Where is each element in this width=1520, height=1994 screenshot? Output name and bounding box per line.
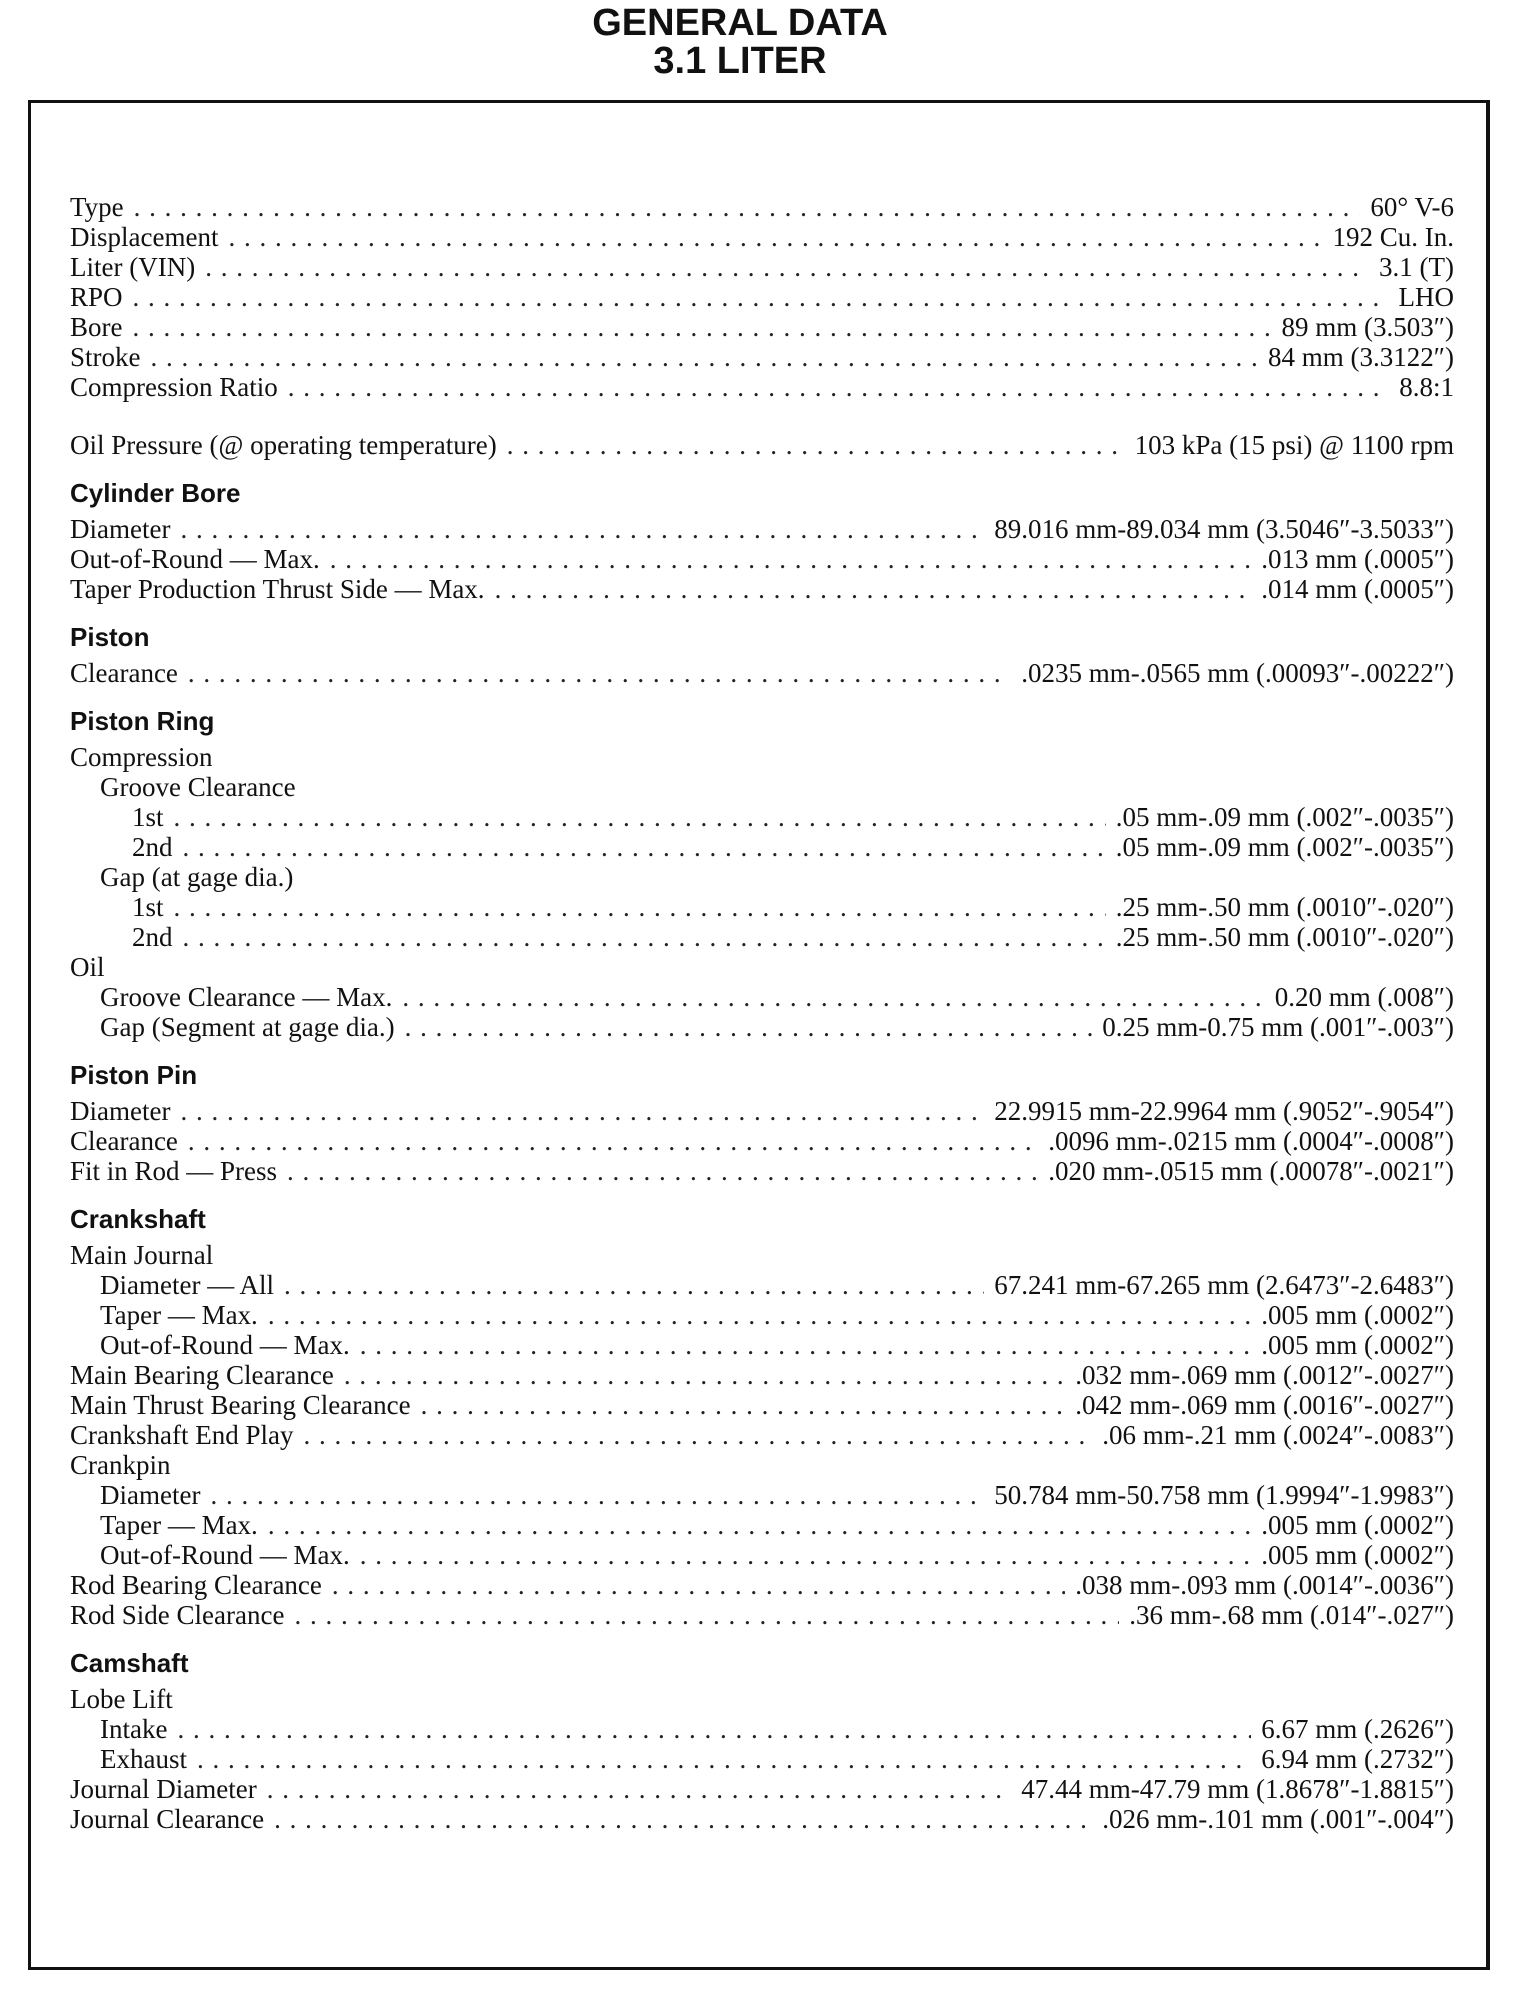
spec-row-liter: Liter (VIN) . . . 3.1 (T) [70,252,1454,282]
spec-row: 2nd . . . .25 mm-.50 mm (.0010″-.020″) [70,922,1454,952]
spec-row: Clearance . . . .0235 mm-.0565 mm (.00093″-.00222″) [70,658,1454,688]
spec-row-bore: Bore . . . 89 mm (3.503″) [70,312,1454,342]
spec-row: Journal Clearance . . . .026 mm-.101 mm (.001″-.004″) [70,1804,1454,1834]
spec-row-displacement: Displacement . . . 192 Cu. In. [70,222,1454,252]
subheading-gap: Gap (at gage dia.) [100,862,294,892]
spec-list [70,192,1454,1834]
spec-row: Rod Bearing Clearance . . . .038 mm-.093 mm (.0014″-.0036″) [70,1570,1454,1600]
section-heading-piston-ring: Piston Ring [70,706,215,736]
spec-row: Out-of-Round — Max. . . . .005 mm (.0002″) [70,1540,1454,1570]
spec-row: Main Thrust Bearing Clearance . . . .042 mm-.069 mm (.0016″-.0027″) [70,1390,1454,1420]
section-heading-camshaft: Camshaft [70,1648,189,1678]
spec-row: 1st . . . .25 mm-.50 mm (.0010″-.020″) [70,892,1454,922]
section-heading-crankshaft: Crankshaft [70,1204,206,1234]
spec-row: Gap (Segment at gage dia.) . . . 0.25 mm-0.75 mm (.001″-.003″) [70,1012,1454,1042]
spec-row: Fit in Rod — Press . . . .020 mm-.0515 mm (.00078″-.0021″) [70,1156,1454,1186]
spec-row: Diameter . . . 22.9915 mm-22.9964 mm (.9052″-.9054″) [70,1096,1454,1126]
spec-row: Exhaust . . . 6.94 mm (.2732″) [70,1744,1454,1774]
title-line-2: 3.1 LITER [653,40,827,82]
section-heading-piston: Piston [70,622,150,652]
spec-row: 2nd . . . .05 mm-.09 mm (.002″-.0035″) [70,832,1454,862]
spec-row: Taper Production Thrust Side — Max. . . . .014 mm (.0005″) [70,574,1454,604]
spec-row: Out-of-Round — Max. . . . .013 mm (.0005″) [70,544,1454,574]
spec-row-oil-pressure: Oil Pressure (@ operating temperature) . . . 103 kPa (15 psi) @ 1100 rpm [70,430,1454,460]
subheading-groove-clearance: Groove Clearance [100,772,296,802]
spec-row: Rod Side Clearance . . . .36 mm-.68 mm (.014″-.027″) [70,1600,1454,1630]
spec-row: Diameter . . . 50.784 mm-50.758 mm (1.9994″-1.9983″) [70,1480,1454,1510]
spec-row-stroke: Stroke . . . 84 mm (3.3122″) [70,342,1454,372]
subheading-crankpin: Crankpin [70,1450,171,1480]
spec-row: Taper — Max. . . . .005 mm (.0002″) [70,1300,1454,1330]
title-line-1: GENERAL DATA [592,2,888,44]
spec-row-type: Type . . . 60° V-6 [70,192,1454,222]
spec-row: Taper — Max. . . . .005 mm (.0002″) [70,1510,1454,1540]
spec-row: Diameter — All . . . 67.241 mm-67.265 mm (2.6473″-2.6483″) [70,1270,1454,1300]
spec-row: Groove Clearance — Max. . . . 0.20 mm (.008″) [70,982,1454,1012]
section-heading-cylinder-bore: Cylinder Bore [70,478,241,508]
spec-row: Journal Diameter . . . 47.44 mm-47.79 mm (1.8678″-1.8815″) [70,1774,1454,1804]
subheading-main-journal: Main Journal [70,1240,214,1270]
spec-row-rpo: RPO . . . LHO [70,282,1454,312]
subheading-lobe-lift: Lobe Lift [70,1684,173,1714]
spec-row: Main Bearing Clearance . . . .032 mm-.069 mm (.0012″-.0027″) [70,1360,1454,1390]
spec-row: 1st . . . .05 mm-.09 mm (.002″-.0035″) [70,802,1454,832]
spec-row-compression-ratio: Compression Ratio . . . 8.8:1 [70,372,1454,402]
subheading-oil: Oil [70,952,105,982]
page-title [0,4,1480,80]
section-heading-piston-pin: Piston Pin [70,1060,198,1090]
spec-row: Out-of-Round — Max. . . . .005 mm (.0002″) [70,1330,1454,1360]
spec-row: Crankshaft End Play . . . .06 mm-.21 mm (.0024″-.0083″) [70,1420,1454,1450]
spec-row: Clearance . . . .0096 mm-.0215 mm (.0004″-.0008″) [70,1126,1454,1156]
spec-row: Intake . . . 6.67 mm (.2626″) [70,1714,1454,1744]
spec-row: Diameter . . . 89.016 mm-89.034 mm (3.5046″-3.5033″) [70,514,1454,544]
subheading-compression: Compression [70,742,213,772]
